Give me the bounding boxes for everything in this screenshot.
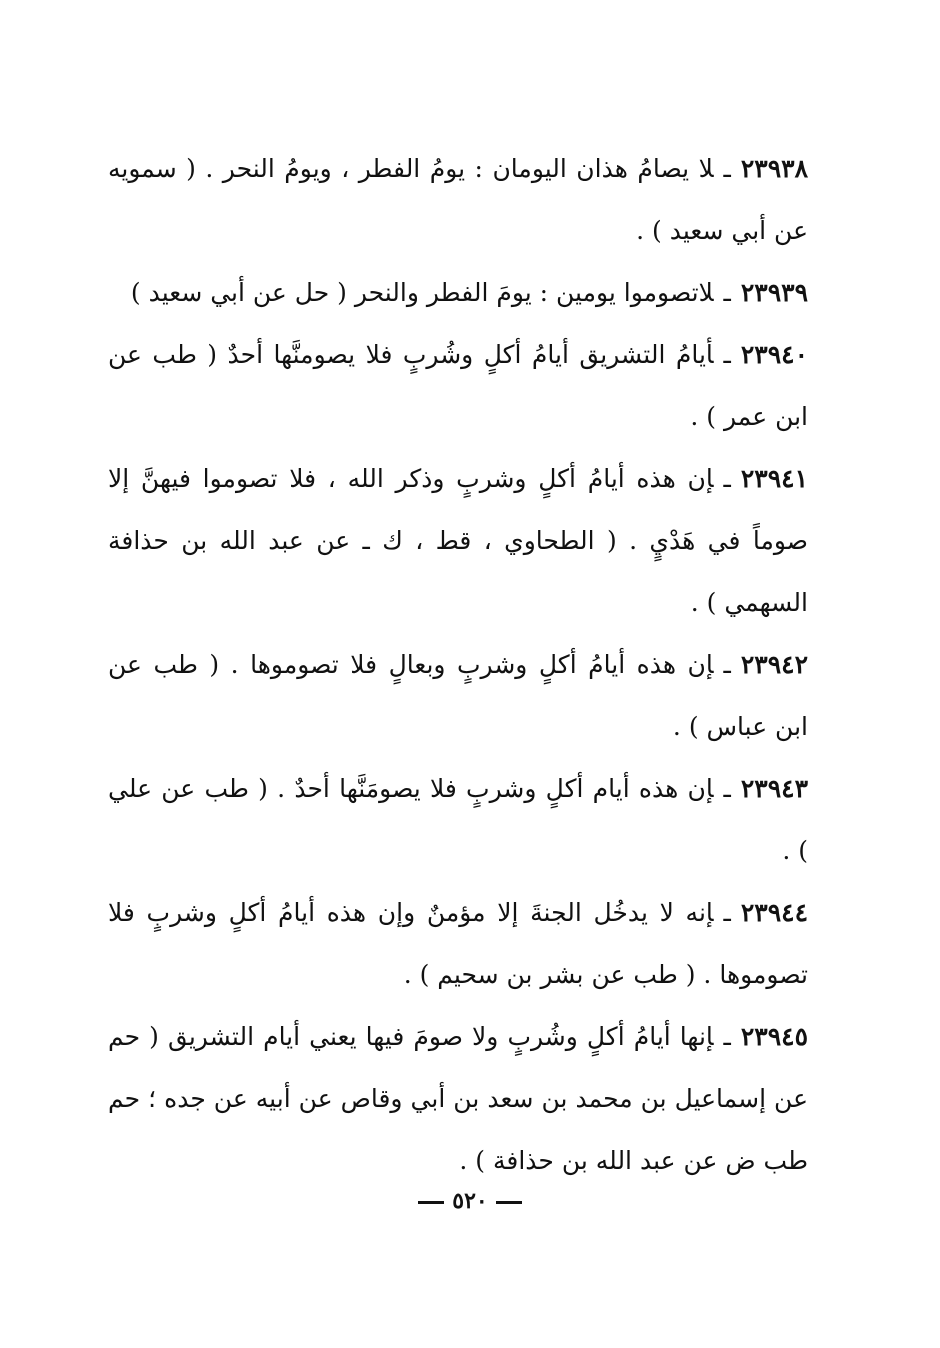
dash: ـ (723, 278, 731, 307)
hadith-text: إنها أيامُ أكلٍ وشُربٍ ولا صومَ فيها يعني أيام التشريق ( حم عن إسماعيل بن محمد بن سعد بن أبي وقاص عن أبيه عن جده ؛ حم طب ض عن عبد الله بن حذافة ) . (108, 1022, 808, 1175)
hadith-number: ٢٣٩٤٢ (740, 650, 808, 679)
hadith-list (108, 138, 808, 1192)
hadith-text: إن هذه أيامُ أكلٍ وشربٍ وبعالٍ فلا تصوموها . ( طب عن ابن عباس ) . (108, 650, 808, 741)
hadith-entry (108, 758, 808, 882)
hadith-entry (108, 138, 808, 262)
hadith-number: ٢٣٩٤٥ (740, 1022, 808, 1051)
hadith-entry (108, 882, 808, 1006)
hadith-entry (108, 448, 808, 634)
hadith-text: إن هذه أيام أكلٍ وشربٍ فلا يصومَنَّها أحدٌ . ( طب عن علي ) . (108, 774, 808, 865)
page-number: ٥٢٠ (452, 1188, 488, 1214)
footer-rule (418, 1201, 444, 1204)
dash: ـ (723, 898, 731, 927)
footer-rule (496, 1201, 522, 1204)
hadith-number: ٢٣٩٣٨ (740, 154, 808, 183)
hadith-entry (108, 634, 808, 758)
hadith-text: إن هذه أيامُ أكلٍ وشربٍ وذكر الله ، فلا تصوموا فيهنَّ إلا صوماً في هَدْيٍ . ( الطحاوي ، قط ، ك ـ عن عبد الله بن حذافة السهمي ) . (108, 464, 808, 617)
hadith-text: أيامُ التشريق أيامُ أكلٍ وشُربٍ فلا يصومنَّها أحدٌ ( طب عن ابن عمر ) . (108, 340, 808, 431)
hadith-entry (108, 324, 808, 448)
page-footer (0, 1188, 940, 1214)
hadith-text: لا يصامُ هذان اليومان : يومُ الفطر ، ويومُ النحر . ( سمويه عن أبي سعيد ) . (108, 154, 808, 245)
hadith-number: ٢٣٩٤٠ (740, 340, 808, 369)
hadith-number: ٢٣٩٤٤ (740, 898, 808, 927)
dash: ـ (723, 340, 731, 369)
hadith-entry (108, 1006, 808, 1192)
dash: ـ (723, 774, 731, 803)
dash: ـ (723, 1022, 731, 1051)
hadith-entry (108, 262, 808, 324)
hadith-number: ٢٣٩٣٩ (740, 278, 808, 307)
hadith-number: ٢٣٩٤٣ (740, 774, 808, 803)
dash: ـ (723, 154, 731, 183)
dash: ـ (723, 464, 731, 493)
dash: ـ (723, 650, 731, 679)
hadith-number: ٢٣٩٤١ (740, 464, 809, 493)
hadith-text: لاتصوموا يومين : يومَ الفطر والنحر ( حل عن أبي سعيد ) (130, 278, 714, 307)
hadith-text: إنه لا يدخُل الجنةَ إلا مؤمنٌ وإن هذه أيامُ أكلٍ وشربٍ فلا تصوموها . ( طب عن بشر بن سحيم ) . (108, 898, 808, 989)
